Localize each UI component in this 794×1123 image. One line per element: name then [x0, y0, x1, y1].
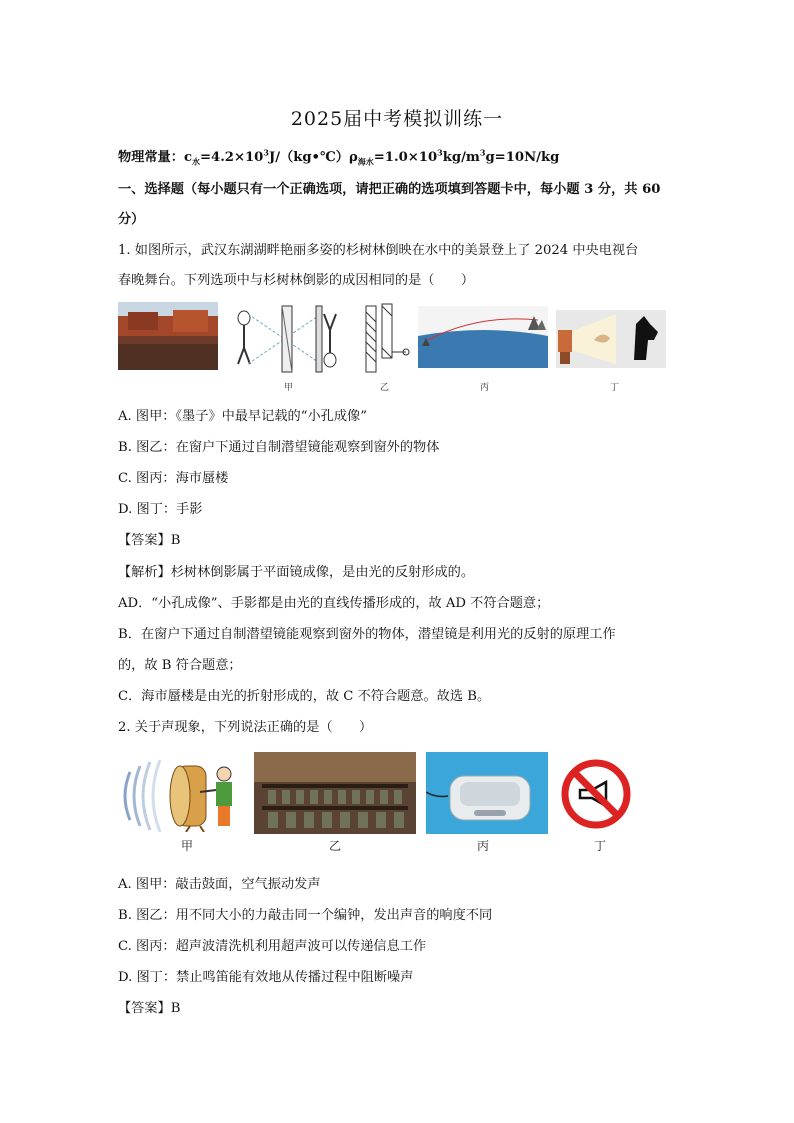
q1-analysis-5: C．海市蜃楼是由光的折射形成的，故 C 不符合题意。故选 B。: [118, 689, 491, 704]
no-honking-sign: [560, 758, 632, 830]
q1-caption-bing: 丙: [480, 383, 490, 393]
q2-option-b: B. 图乙：用不同大小的力敲击同一个编钟，发出声音的响度不同: [118, 908, 493, 923]
q1-caption-jia: 甲: [284, 383, 294, 393]
question-1-stem: 1. 如图所示，武汉东湖湖畔艳丽多姿的杉树林倒映在水中的美景登上了 2024 中央电视台: [118, 243, 639, 258]
q1-caption-ding: 丁: [610, 383, 620, 393]
q1-analysis-1: 【解析】杉树林倒影属于平面镜成像，是由光的反射形成的。: [118, 565, 475, 580]
q1-option-a: A. 图甲：《墨子》中最早记载的“小孔成像”: [118, 409, 367, 424]
question-2-stem: 2. 关于声现象，下列说法正确的是（ ）: [118, 720, 373, 735]
q2-answer: 【答案】B: [118, 1001, 181, 1016]
q1-option-d: D. 图丁：手影: [118, 502, 203, 517]
pinhole-diagram: [226, 302, 346, 376]
q1-option-b: B. 图乙：在窗户下通过自制潜望镜能观察到窗外的物体: [118, 440, 440, 455]
physics-constants: 物理常量：$c_水=4.2\times 10^3J/(kg•℃)\rho_{海水}=1.0\times 10^3kg/m^3g=10N/kg$: [118, 147, 560, 167]
chime-bells-photo: [254, 752, 416, 834]
page-title: 2025届中考模拟训练一: [290, 108, 504, 130]
q1-option-c: C. 图丙：海市蜃楼: [118, 471, 229, 486]
q2-option-c: C. 图丙：超声波清洗机利用超声波可以传递信息工作: [118, 939, 427, 954]
drum-figure: [120, 752, 244, 832]
q1-caption-yi: 乙: [380, 383, 390, 393]
q1-answer: 【答案】B: [118, 533, 181, 548]
q2-caption-yi: 乙: [329, 839, 342, 853]
question-1-stem-cont: 春晚舞台。下列选项中与杉树林倒影的成因相同的是（ ）: [118, 273, 475, 288]
periscope-diagram: [364, 302, 414, 376]
section-heading-cont: 分）: [118, 212, 145, 227]
q2-caption-jia: 甲: [181, 839, 194, 853]
q2-option-a: A. 图甲：敲击鼓面，空气振动发声: [118, 877, 321, 892]
q1-analysis-2: AD．“小孔成像”、手影都是由光的直线传播形成的，故 AD 不符合题意；: [118, 596, 550, 611]
q2-caption-bing: 丙: [477, 839, 490, 853]
section-heading: 一、选择题（每小题只有一个正确选项，请把正确的选项填到答题卡中，每小题 3 分，共 60: [118, 182, 661, 197]
q1-analysis-3: B．在窗户下通过自制潜望镜能观察到窗外的物体，潜望镜是利用光的反射的原理工作: [118, 627, 616, 642]
lake-reflection-photo: [118, 302, 218, 370]
q1-analysis-4: 的，故 B 符合题意；: [118, 658, 242, 673]
ultrasonic-cleaner-photo: [426, 752, 548, 834]
hand-shadow-photo: [556, 310, 666, 368]
q2-caption-ding: 丁: [594, 839, 607, 853]
q2-option-d: D. 图丁：禁止鸣笛能有效地从传播过程中阻断噪声: [118, 970, 414, 985]
mirage-diagram: [418, 306, 548, 368]
